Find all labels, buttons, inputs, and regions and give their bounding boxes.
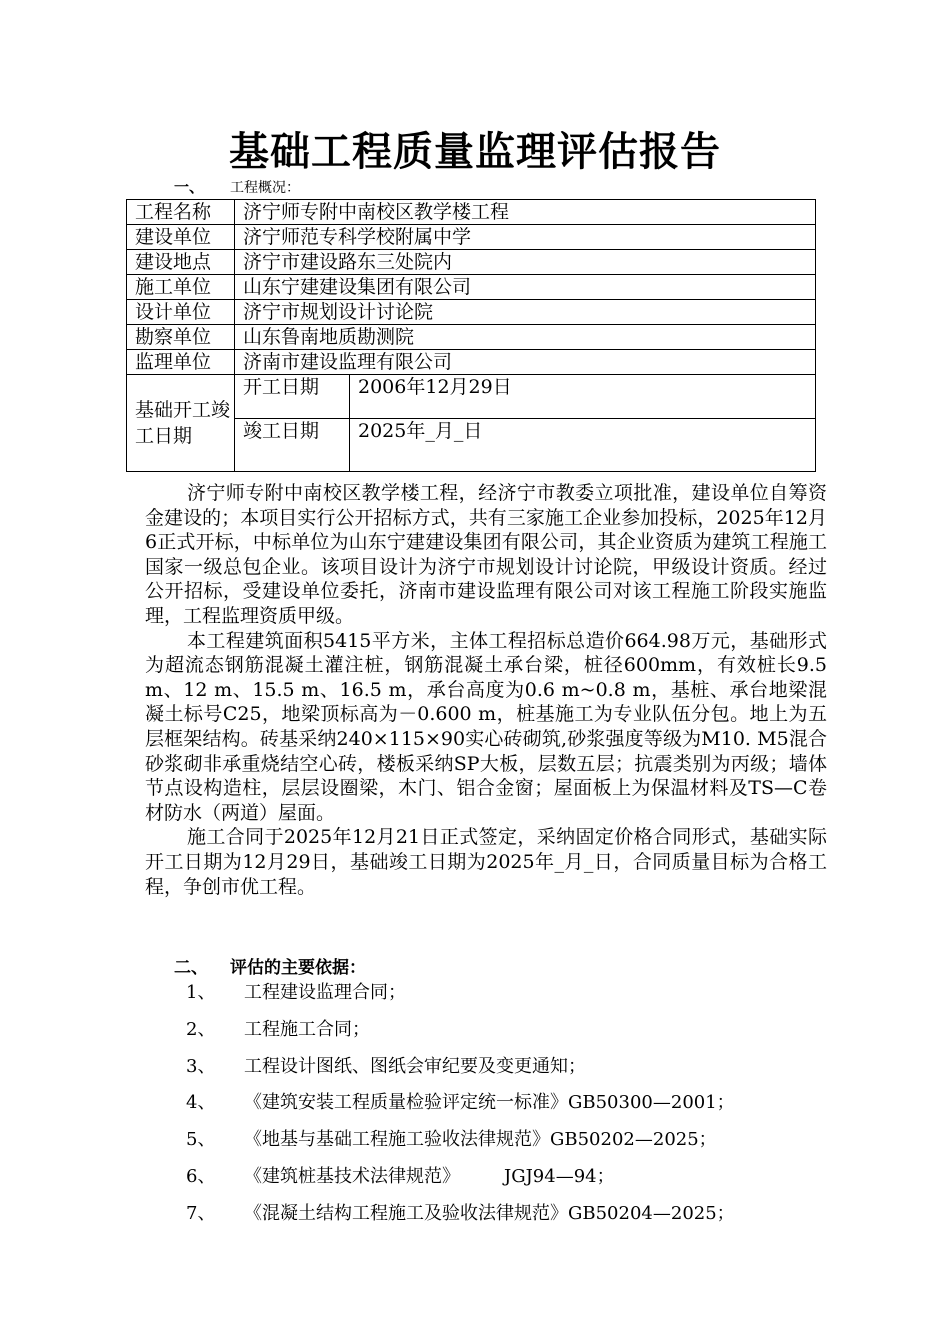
section-1-number: 一、 (174, 178, 205, 196)
overview-paragraph: 施工合同于2025年12月21日正式签定，采纳固定价格合同形式，基础实际开工日期为12月29日，基础竣工日期为2025年_月_日，合同质量目标为合格工程，争创市优工程。 (145, 826, 827, 898)
list-item (186, 1055, 735, 1092)
table-row-start-date (127, 375, 816, 419)
list-item-index: 6、 (186, 1165, 216, 1187)
row-label: 建设单位 (127, 225, 235, 250)
list-item-text: 工程建设监理合同； (244, 982, 406, 1003)
list-item (186, 1091, 735, 1128)
row-value: 山东鲁南地质勘测院 (235, 325, 816, 350)
list-item (186, 981, 735, 1018)
overview-paragraph: 济宁师专附中南校区教学楼工程，经济宁市教委立项批准，建设单位自筹资金建设的；本项目实行公开招标方式，共有三家施工企业参加投标，2025年12月6正式开标，中标单位为山东宁建建设集团有限公司，其企业资质为建筑工程施工国家一级总包企业。该项目设计为济宁市规划设计讨论院，甲级设计资质。经过公开招标，受建设单位委托，济南市建设监理有限公司对该工程施工阶段实施监理，工程监理资质甲级。 (145, 482, 827, 627)
row-value: 济宁市建设路东三处院内 (235, 250, 816, 275)
list-item-text: 《地基与基础工程施工验收法律规范》GB50202—2025； (244, 1129, 717, 1151)
row-value: 济宁市规划设计讨论院 (235, 300, 816, 325)
row-label: 建设地点 (127, 250, 235, 275)
list-item-text: 《混凝土结构工程施工及验收法律规范》GB50204—2025； (244, 1202, 735, 1224)
start-date-value: 2006年12月29日 (350, 375, 816, 419)
list-item-text: 工程施工合同； (244, 1018, 370, 1040)
table-row (127, 300, 816, 325)
list-item-text: 工程设计图纸、图纸会审纪要及变更通知； (244, 1055, 586, 1077)
section-1-heading (174, 177, 300, 198)
list-item (186, 1018, 735, 1055)
table-row (127, 225, 816, 250)
dates-label: 基础开工竣工日期 (127, 375, 235, 472)
list-item-index: 7、 (186, 1202, 216, 1224)
list-item (186, 1128, 735, 1165)
section-2-heading (174, 956, 366, 980)
list-item-index: 3、 (186, 1055, 216, 1077)
section-2-title: 评估的主要依据： (230, 958, 366, 978)
row-label: 工程名称 (127, 200, 235, 225)
list-item-index: 4、 (186, 1092, 216, 1114)
table-row (127, 250, 816, 275)
row-label: 设计单位 (127, 300, 235, 325)
list-item-index: 2、 (186, 1018, 216, 1040)
section-1-title: 工程概况： (230, 180, 300, 196)
table-row (127, 275, 816, 300)
list-item-text: 《建筑桩基技术法律规范》 (244, 1165, 460, 1187)
row-value: 济宁师专附中南校区教学楼工程 (235, 200, 816, 225)
end-date-value: 2025年_月_日 (350, 419, 816, 472)
end-date-label: 竣工日期 (235, 419, 350, 472)
table-row (127, 325, 816, 350)
basis-list (186, 981, 735, 1239)
row-value: 济宁师范专科学校附属中学 (235, 225, 816, 250)
overview-paragraph: 本工程建筑面积5415平方米，主体工程招标总造价664.98万元，基础形式为超流态钢筋混凝土灌注桩，钢筋混凝土承台梁，桩径600mm，有效桩长9.5m、12 m、15.5 m、16.5 m，承台高度为0.6 m~0.8 m，基桩、承台地梁混凝土标号C25，地梁顶标高为－0.600 m，桩基施工为专业队伍分包。地上为五层框架结构。砖基采纳240×115×90实心砖砌筑,砂浆强度等级为M10. M5混合砂浆砌非承重烧结空心砖，楼板采纳SP大板，层数五层；抗震类别为丙级；墙体节点设构造柱，层层设圈梁，木门、铝合金窗；屋面板上为保温材料及TS—C卷材防水（两道）屋面。 (145, 629, 827, 824)
page-title: 基础工程质量监理评估报告 (229, 129, 721, 175)
row-label: 勘察单位 (127, 325, 235, 350)
list-item (186, 1202, 735, 1239)
list-item-index: 1、 (186, 982, 216, 1003)
overview-body (145, 481, 827, 899)
list-item-index: 5、 (186, 1129, 216, 1151)
list-item (186, 1165, 735, 1202)
list-item-text: 《建筑安装工程质量检验评定统一标准》GB50300—2001； (244, 1092, 735, 1114)
row-value: 济南市建设监理有限公司 (235, 350, 816, 375)
row-label: 施工单位 (127, 275, 235, 300)
section-2-number: 二、 (174, 958, 208, 978)
project-info-table (126, 199, 816, 472)
list-item-code: JGJ94—94； (504, 1165, 615, 1187)
row-label: 监理单位 (127, 350, 235, 375)
table-row (127, 350, 816, 375)
table-row (127, 200, 816, 225)
start-date-label: 开工日期 (235, 375, 350, 419)
row-value: 山东宁建建设集团有限公司 (235, 275, 816, 300)
